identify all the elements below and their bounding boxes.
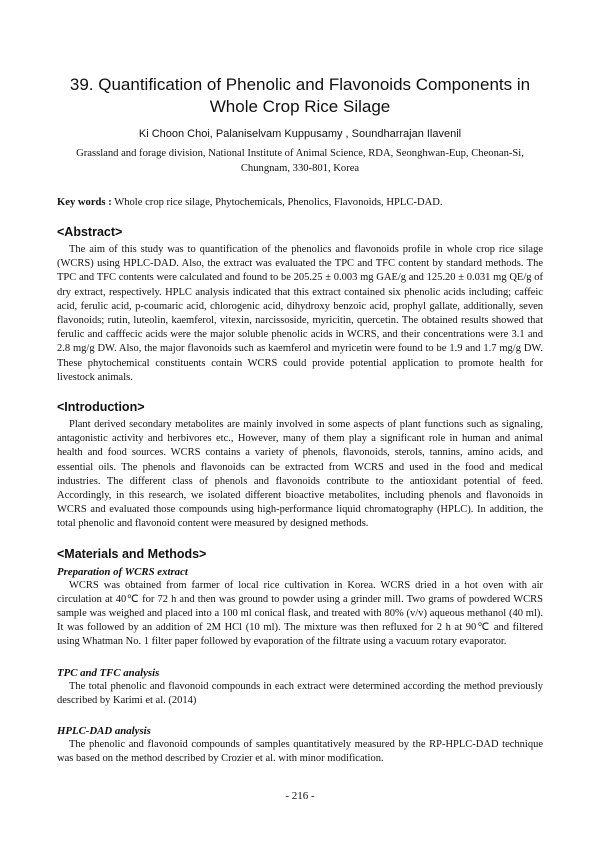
hplc-heading: HPLC-DAD analysis — [57, 725, 151, 738]
author-list: Ki Choon Choi, Palaniselvam Kuppusamy , Soundharrajan Ilavenil — [138, 128, 462, 140]
introduction-heading: <Introduction> — [57, 400, 145, 415]
keywords-text: Whole crop rice silage, Phytochemicals, Phenolics, Flavonoids, HPLC-DAD. — [114, 197, 443, 208]
paper-page — [57, 74, 543, 766]
tpc-tfc-paragraph: The total phenolic and flavonoid compounds in each extract were determined according the method previously described by Karimi et al. (2014) — [57, 680, 543, 706]
abstract-paragraph: The aim of this study was to quantification of the phenolics and flavonoids profile in whole crop rice silage (WCRS) using HPLC-DAD. Also, the extract was evaluated the TPC and TFC content by standard methods. The TPC and TFC contents were calculated and found to be 205.25 ± 0.003 mg GAE/g and 125.20 ± 0.031 mg QE/g of dry extract, respectively. HPLC analysis indicated that this extract contained six phenolic acids including; caffeic acid, ferulic acid, p-coumaric acid, chlorogenic acid, dihydroxy benzoic acid, prophyl gallate, additionally, seven flavonoids; rutin, luteolin, kaemferol, vitexin, narcissoside, myricitin, quercetin. The obtained results showed that ferulic and cafffecic acids were the major soluble phenolic acids in WCRS, and their concentrations were 3.1 and 2.8 mg/g DW. Also, the major flavonoids such as kaemferol and myricetin were found to be 1.9 and 1.7 mg/g DW. These phytochemical constituents contain WCRS could provide potential application to promote health for livestock animals. — [57, 244, 543, 383]
methods-heading: <Materials and Methods> — [57, 546, 207, 561]
preparation-heading: Preparation of WCRS extract — [57, 565, 188, 578]
tpc-tfc-heading: TPC and TFC analysis — [57, 666, 160, 679]
introduction-paragraph: Plant derived secondary metabolites are mainly involved in some aspects of plant functions such as signaling, antagonistic activity and herbivores etc., However, many of them play a significant role in human and animal health and food sources. WCRS contains a variety of phenols, flavonoids, sterols, tannins, amino acids, and essential oils. The phenols and flavonoids can be extracted from WCRS and used in the food and medical industries. The different class of phenols and flavonoids contribute to the antioxidant potential of feed. Accordingly, in this research, we isolated different bioactive metabolites, including phenols and flavonoids in WCRS and evaluated those compounds using high-performance liquid chromatography (HPLC). In addition, the total phenolic and flavonoid content were measured by designed methods. — [57, 419, 543, 530]
page-number: - 216 - — [285, 790, 315, 802]
paper-title: 39. Quantification of Phenolic and Flavonoids Components in Whole Crop Rice Silage — [69, 75, 531, 116]
affiliation: Grassland and forage division, National Institute of Animal Science, RDA, Seonghwan-Eup, Cheonan-Si, Chungnam, 330-801, Korea — [76, 148, 524, 174]
keywords-label: Key words : — [57, 197, 112, 208]
hplc-paragraph: The phenolic and flavonoid compounds of samples quantitatively measured by the RP-HPLC-DAD technique was based on the method described by Crozier et al. with minor modification. — [57, 739, 543, 765]
keywords — [57, 195, 543, 210]
abstract-heading: <Abstract> — [57, 225, 123, 239]
preparation-paragraph: WCRS was obtained from farmer of local rice cultivation in Korea. WCRS dried in a hot oven with air circulation at 40℃ for 72 h and then was ground to powder using a grinder mill. Two grams of powdered WCRS sample was weighed and placed into a 100 ml conical flask, and treated with 80% (v/v) aqueous methanol (40 ml). It was followed by an addition of 2M HCl (10 ml). The mixture was then refluxed for 2 h at 90℃ and filtered using Whatman No. 1 filter paper followed by evaporation of the filtrate using a vacuum rotary evaporator. — [57, 579, 543, 648]
